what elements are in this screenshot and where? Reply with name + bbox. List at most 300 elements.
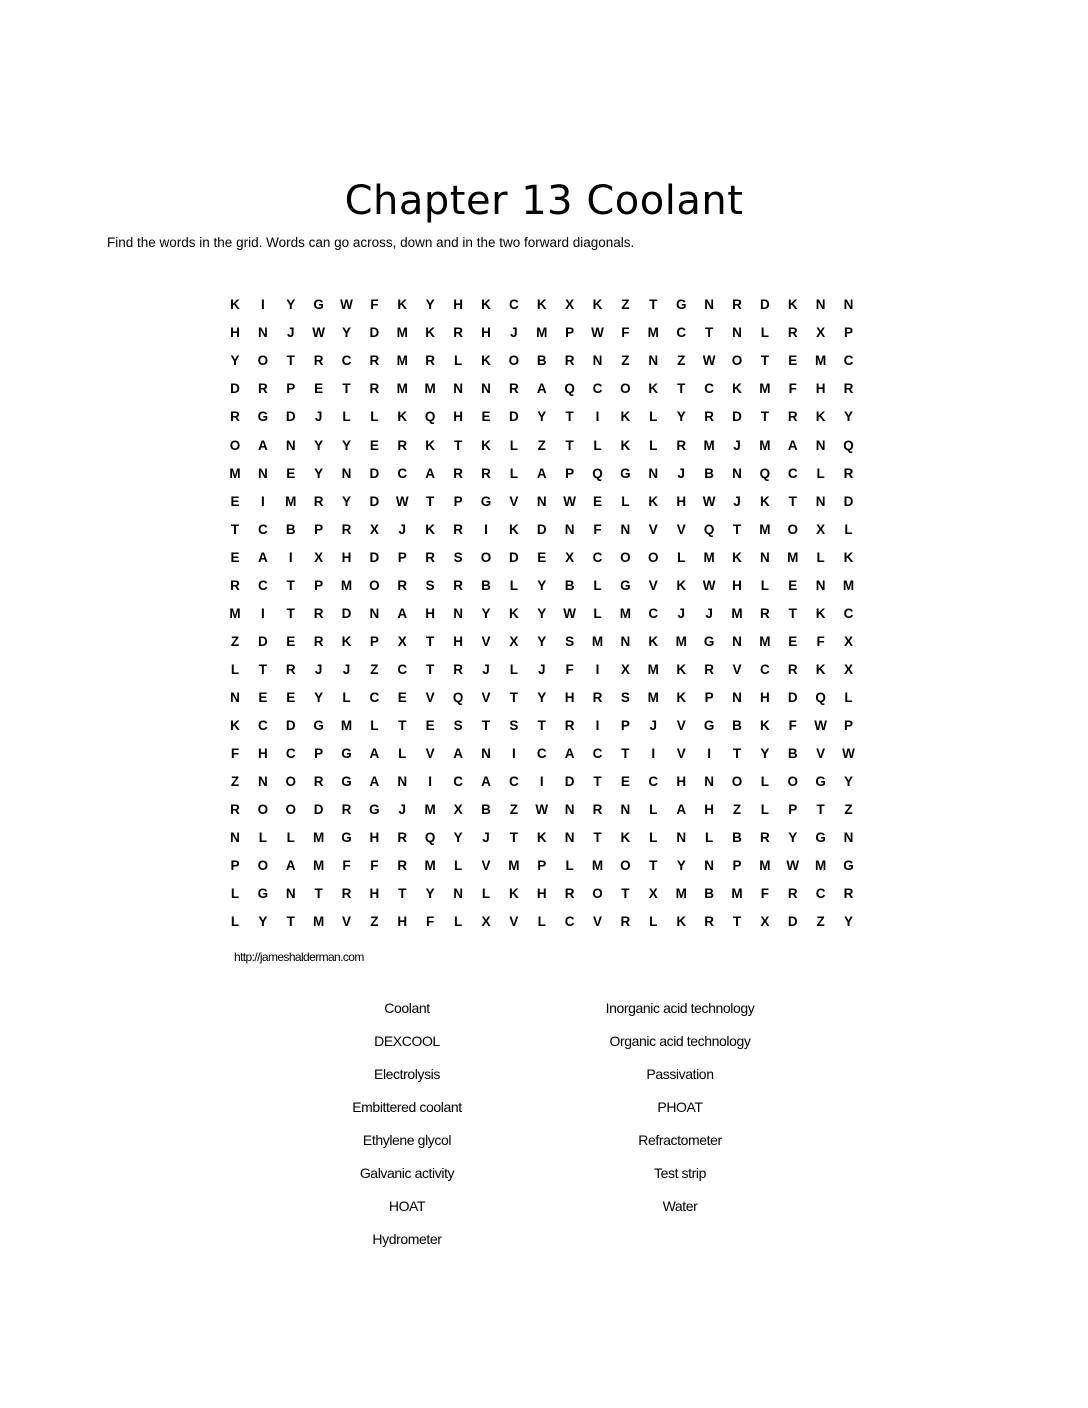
grid-letter: M — [731, 605, 743, 621]
grid-letter: K — [620, 437, 631, 453]
grid-letter: O — [620, 858, 631, 874]
grid-letter: R — [341, 886, 352, 902]
grid-letter: G — [257, 886, 269, 902]
grid-letter: T — [426, 633, 435, 649]
grid-letter: G — [703, 633, 715, 649]
grid-letter: C — [341, 353, 352, 369]
grid-letter: N — [620, 802, 631, 818]
grid-letter: K — [230, 297, 240, 313]
grid-letter: T — [649, 297, 658, 313]
grid-letter: L — [593, 605, 602, 621]
grid-letter: I — [707, 746, 711, 762]
word-list-item: Galvanic activity — [359, 1165, 455, 1181]
grid-letter: B — [564, 577, 575, 593]
grid-letter: P — [286, 381, 296, 397]
grid-letter: C — [257, 577, 268, 593]
grid-letter: J — [398, 521, 407, 537]
grid-letter: N — [732, 633, 742, 649]
grid-letter: R — [787, 325, 798, 341]
grid-letter: F — [760, 886, 769, 902]
grid-letter: G — [313, 297, 324, 313]
grid-letter: P — [732, 858, 742, 874]
grid-letter: R — [564, 353, 575, 369]
grid-letter: L — [816, 549, 825, 565]
grid-letter: K — [481, 297, 491, 313]
word-list-item: PHOAT — [657, 1099, 703, 1115]
grid-letter: R — [592, 689, 603, 705]
grid-letter: K — [815, 605, 826, 621]
grid-letter: I — [260, 605, 265, 621]
grid-letter: R — [453, 577, 463, 593]
grid-letter: T — [788, 493, 797, 509]
grid-letter: H — [453, 297, 463, 313]
grid-letter: R — [425, 549, 436, 565]
grid-letter: R — [508, 381, 519, 397]
grid-letter: S — [509, 717, 519, 733]
grid-letter: R — [313, 493, 324, 509]
grid-letter: G — [620, 577, 631, 593]
grid-letter: T — [732, 746, 742, 762]
grid-letter: E — [788, 577, 798, 593]
grid-letter: X — [844, 633, 854, 649]
grid-letter: Y — [537, 689, 547, 705]
grid-letter: N — [481, 746, 491, 762]
grid-letter: L — [760, 802, 769, 818]
grid-letter: T — [230, 521, 240, 537]
grid-letter: P — [453, 493, 463, 509]
grid-letter: L — [649, 802, 658, 818]
grid-letter: X — [648, 886, 658, 902]
grid-letter: Y — [342, 325, 352, 341]
grid-letter: K — [676, 661, 687, 677]
grid-letter: K — [620, 830, 631, 846]
grid-letter: X — [760, 914, 770, 930]
grid-letter: D — [341, 605, 352, 621]
grid-letter: R — [676, 437, 687, 453]
grid-letter: V — [648, 521, 658, 537]
grid-letter: R — [313, 774, 324, 790]
grid-letter: V — [732, 661, 742, 677]
grid-letter: K — [815, 661, 826, 677]
grid-letter: T — [621, 746, 630, 762]
grid-letter: T — [732, 521, 742, 537]
grid-letter: D — [285, 717, 296, 733]
grid-letter: S — [425, 577, 435, 593]
grid-letter: T — [788, 605, 797, 621]
grid-letter: T — [453, 437, 463, 453]
grid-letter: R — [313, 353, 324, 369]
grid-letter: M — [759, 521, 771, 537]
grid-letter: G — [703, 717, 715, 733]
grid-letter: N — [481, 381, 491, 397]
grid-letter: N — [815, 577, 826, 593]
grid-letter: E — [314, 381, 324, 397]
grid-letter: B — [481, 577, 491, 593]
grid-letter: M — [703, 549, 715, 565]
grid-letter: M — [647, 689, 659, 705]
grid-letter: F — [426, 914, 435, 930]
grid-letter: P — [230, 858, 240, 874]
grid-letter: R — [787, 661, 798, 677]
grid-letter: C — [592, 381, 603, 397]
grid-letter: Z — [370, 914, 379, 930]
grid-letter: R — [704, 409, 714, 425]
grid-letter: W — [702, 493, 716, 509]
grid-letter: N — [732, 465, 742, 481]
grid-letter: L — [565, 858, 574, 874]
grid-letter: Z — [621, 353, 630, 369]
grid-letter: Y — [676, 409, 686, 425]
grid-letter: P — [314, 746, 324, 762]
grid-letter: L — [481, 886, 491, 902]
grid-letter: D — [230, 381, 240, 397]
grid-letter: R — [369, 381, 380, 397]
grid-letter: J — [342, 661, 351, 677]
grid-letter: I — [260, 493, 265, 509]
grid-letter: N — [564, 521, 575, 537]
grid-letter: K — [620, 409, 631, 425]
grid-letter: R — [230, 409, 240, 425]
grid-letter: L — [453, 858, 463, 874]
grid-letter: L — [844, 689, 853, 705]
grid-letter: M — [229, 605, 241, 621]
grid-letter: L — [537, 914, 546, 930]
grid-letter: T — [398, 886, 407, 902]
grid-letter: J — [314, 409, 323, 425]
grid-letter: P — [565, 325, 575, 341]
grid-letter: W — [312, 325, 325, 341]
grid-letter: M — [731, 886, 743, 902]
grid-letter: T — [286, 577, 295, 593]
grid-letter: N — [453, 605, 463, 621]
grid-letter: Q — [815, 689, 826, 705]
grid-letter: W — [842, 746, 855, 762]
grid-letter: R — [592, 802, 603, 818]
grid-letter: K — [676, 914, 687, 930]
grid-letter: B — [704, 886, 714, 902]
grid-letter: D — [732, 409, 742, 425]
grid-letter: N — [704, 297, 714, 313]
grid-letter: A — [564, 746, 575, 762]
grid-letter: Y — [844, 914, 854, 930]
grid-letter: N — [230, 830, 240, 846]
grid-letter: M — [759, 381, 771, 397]
grid-letter: C — [257, 521, 268, 537]
grid-letter: L — [258, 830, 267, 846]
grid-letter: N — [648, 465, 659, 481]
grid-letter: Q — [452, 689, 464, 705]
grid-letter: K — [230, 717, 240, 733]
grid-letter: P — [704, 689, 714, 705]
word-list-item: Water — [662, 1198, 698, 1214]
grid-letter: H — [369, 886, 380, 902]
grid-letter: A — [536, 465, 547, 481]
grid-letter: E — [286, 633, 296, 649]
grid-letter: I — [539, 774, 544, 790]
grid-letter: D — [369, 325, 380, 341]
grid-letter: R — [481, 465, 491, 481]
grid-letter: H — [341, 549, 352, 565]
grid-letter: M — [508, 858, 520, 874]
grid-letter: O — [369, 577, 380, 593]
grid-letter: T — [537, 717, 546, 733]
grid-letter: J — [398, 802, 407, 818]
grid-letter: N — [732, 689, 742, 705]
grid-letter: F — [230, 746, 240, 762]
grid-letter: W — [535, 802, 549, 818]
grid-letter: C — [592, 746, 603, 762]
grid-letter: R — [453, 661, 463, 677]
grid-letter: K — [397, 297, 408, 313]
grid-letter: Y — [537, 577, 547, 593]
grid-letter: V — [648, 577, 658, 593]
grid-letter: R — [313, 605, 324, 621]
grid-letter: D — [369, 465, 380, 481]
grid-letter: B — [732, 717, 742, 733]
grid-letter: R — [397, 830, 408, 846]
grid-letter: L — [760, 577, 769, 593]
grid-letter: F — [370, 858, 379, 874]
grid-letter: M — [340, 577, 353, 593]
grid-letter: L — [760, 325, 769, 341]
grid-letter: H — [453, 633, 463, 649]
grid-letter: M — [396, 381, 408, 397]
grid-letter: H — [257, 746, 268, 762]
grid-letter: E — [788, 633, 798, 649]
grid-letter: H — [676, 493, 687, 509]
grid-letter: F — [788, 717, 797, 733]
grid-letter: E — [230, 493, 240, 509]
grid-letter: T — [593, 774, 602, 790]
grid-letter: G — [480, 493, 492, 509]
grid-letter: R — [230, 577, 240, 593]
grid-letter: J — [733, 437, 741, 453]
grid-letter: M — [815, 353, 827, 369]
page-title: Chapter 13 Coolant — [344, 177, 744, 224]
grid-letter: E — [258, 689, 268, 705]
grid-letter: N — [285, 886, 296, 902]
grid-letter: J — [705, 605, 713, 621]
grid-letter: P — [788, 802, 798, 818]
grid-letter: Z — [677, 353, 686, 369]
grid-letter: C — [369, 689, 380, 705]
grid-letter: R — [787, 409, 798, 425]
grid-letter: G — [341, 746, 352, 762]
grid-letter: M — [591, 633, 604, 649]
grid-letter: N — [592, 353, 603, 369]
grid-letter: N — [732, 325, 742, 341]
grid-letter: L — [453, 353, 463, 369]
grid-letter: M — [647, 661, 659, 677]
grid-letter: D — [564, 774, 575, 790]
grid-letter: A — [787, 437, 798, 453]
grid-letter: N — [620, 521, 631, 537]
grid-letter: N — [230, 689, 240, 705]
grid-letter: G — [369, 802, 380, 818]
grid-letter: H — [815, 381, 826, 397]
grid-letter: T — [342, 381, 351, 397]
grid-letter: Y — [425, 886, 435, 902]
grid-letter: N — [257, 774, 268, 790]
grid-letter: Z — [816, 914, 825, 930]
grid-letter: I — [595, 717, 600, 733]
grid-letter: T — [732, 914, 742, 930]
grid-letter: J — [314, 661, 323, 677]
word-list-item: Embittered coolant — [352, 1099, 462, 1115]
grid-letter: M — [312, 914, 325, 930]
grid-letter: P — [565, 465, 575, 481]
grid-letter: O — [787, 521, 799, 537]
grid-letter: J — [482, 830, 490, 846]
grid-letter: H — [732, 577, 742, 593]
grid-letter: H — [704, 802, 714, 818]
grid-letter: T — [816, 802, 825, 818]
grid-letter: T — [621, 886, 630, 902]
grid-letter: W — [702, 353, 716, 369]
grid-letter: M — [842, 577, 855, 593]
grid-letter: F — [370, 297, 379, 313]
grid-letter: I — [260, 297, 265, 313]
grid-letter: W — [395, 493, 409, 509]
grid-letter: K — [676, 689, 687, 705]
grid-letter: Z — [230, 774, 240, 790]
grid-letter: Y — [230, 353, 240, 369]
grid-letter: L — [649, 437, 658, 453]
grid-letter: C — [592, 549, 603, 565]
grid-letter: Y — [258, 914, 268, 930]
grid-letter: D — [369, 549, 380, 565]
grid-letter: H — [759, 689, 770, 705]
grid-letter: L — [509, 465, 518, 481]
grid-letter: A — [425, 465, 436, 481]
grid-letter: T — [760, 409, 769, 425]
grid-letter: R — [564, 717, 575, 733]
grid-letter: M — [619, 605, 632, 621]
grid-letter: P — [620, 717, 630, 733]
grid-letter: V — [509, 493, 519, 509]
grid-letter: M — [647, 325, 659, 341]
grid-letter: N — [257, 465, 268, 481]
grid-letter: X — [453, 802, 463, 818]
grid-letter: O — [620, 549, 631, 565]
grid-letter: R — [397, 577, 408, 593]
grid-letter: R — [843, 465, 854, 481]
grid-letter: Z — [621, 297, 630, 313]
grid-letter: N — [564, 802, 575, 818]
grid-letter: E — [537, 549, 547, 565]
grid-letter: Y — [788, 830, 798, 846]
grid-letter: I — [595, 409, 600, 425]
grid-letter: Y — [453, 830, 463, 846]
grid-letter: R — [564, 886, 575, 902]
grid-letter: O — [285, 802, 296, 818]
grid-letter: W — [591, 325, 604, 341]
grid-letter: S — [565, 633, 575, 649]
grid-letter: I — [595, 661, 600, 677]
grid-letter: C — [285, 746, 296, 762]
grid-letter: L — [453, 914, 463, 930]
grid-letter: R — [313, 633, 324, 649]
grid-letter: C — [508, 774, 519, 790]
grid-letter: C — [676, 325, 687, 341]
grid-letter: K — [732, 549, 742, 565]
grid-letter: C — [648, 774, 659, 790]
grid-letter: Z — [537, 437, 546, 453]
grid-letter: R — [453, 325, 463, 341]
grid-letter: R — [369, 353, 380, 369]
grid-letter: J — [733, 493, 741, 509]
grid-letter: A — [257, 549, 268, 565]
grid-letter: V — [509, 914, 519, 930]
grid-letter: M — [312, 858, 325, 874]
grid-letter: L — [509, 661, 518, 677]
grid-letter: O — [620, 381, 631, 397]
grid-letter: M — [396, 353, 408, 369]
grid-letter: F — [342, 858, 351, 874]
grid-letter: W — [814, 717, 828, 733]
grid-letter: J — [677, 605, 685, 621]
grid-letter: L — [342, 409, 351, 425]
grid-letter: X — [844, 661, 854, 677]
grid-letter: D — [787, 689, 798, 705]
grid-letter: T — [677, 381, 686, 397]
grid-letter: K — [676, 577, 687, 593]
grid-letter: L — [230, 661, 240, 677]
grid-letter: I — [511, 746, 516, 762]
grid-letter: Y — [676, 858, 686, 874]
grid-letter: L — [398, 746, 407, 762]
grid-letter: M — [424, 802, 436, 818]
grid-letter: E — [788, 353, 798, 369]
grid-letter: V — [593, 914, 603, 930]
grid-letter: N — [676, 830, 687, 846]
grid-letter: K — [481, 437, 491, 453]
grid-letter: K — [759, 717, 770, 733]
grid-letter: Q — [759, 465, 771, 481]
grid-letter: I — [484, 521, 488, 537]
grid-letter: N — [453, 381, 463, 397]
grid-letter: X — [481, 914, 491, 930]
grid-letter: D — [787, 914, 798, 930]
grid-letter: K — [508, 521, 519, 537]
grid-letter: L — [677, 549, 686, 565]
grid-letter: N — [648, 353, 659, 369]
grid-letter: I — [428, 774, 433, 790]
grid-letter: C — [843, 605, 854, 621]
grid-letter: B — [481, 802, 491, 818]
grid-letter: T — [481, 717, 491, 733]
grid-letter: Y — [844, 774, 854, 790]
grid-letter: C — [815, 886, 826, 902]
grid-letter: R — [453, 521, 463, 537]
grid-letter: H — [564, 689, 575, 705]
grid-letter: A — [257, 437, 268, 453]
grid-letter: E — [230, 549, 240, 565]
grid-letter: X — [314, 549, 324, 565]
instructions-text: Find the words in the grid. Words can go across, down and in the two forward diagonals. — [107, 235, 635, 250]
grid-letter: M — [312, 830, 325, 846]
grid-letter: G — [843, 858, 854, 874]
grid-letter: T — [509, 830, 518, 846]
grid-letter: C — [397, 661, 408, 677]
grid-letter: D — [508, 549, 519, 565]
grid-letter: R — [230, 802, 240, 818]
grid-letter: F — [565, 661, 574, 677]
grid-letter: V — [481, 689, 491, 705]
grid-letter: G — [815, 830, 826, 846]
grid-letter: A — [536, 381, 547, 397]
grid-letter: Z — [370, 661, 379, 677]
